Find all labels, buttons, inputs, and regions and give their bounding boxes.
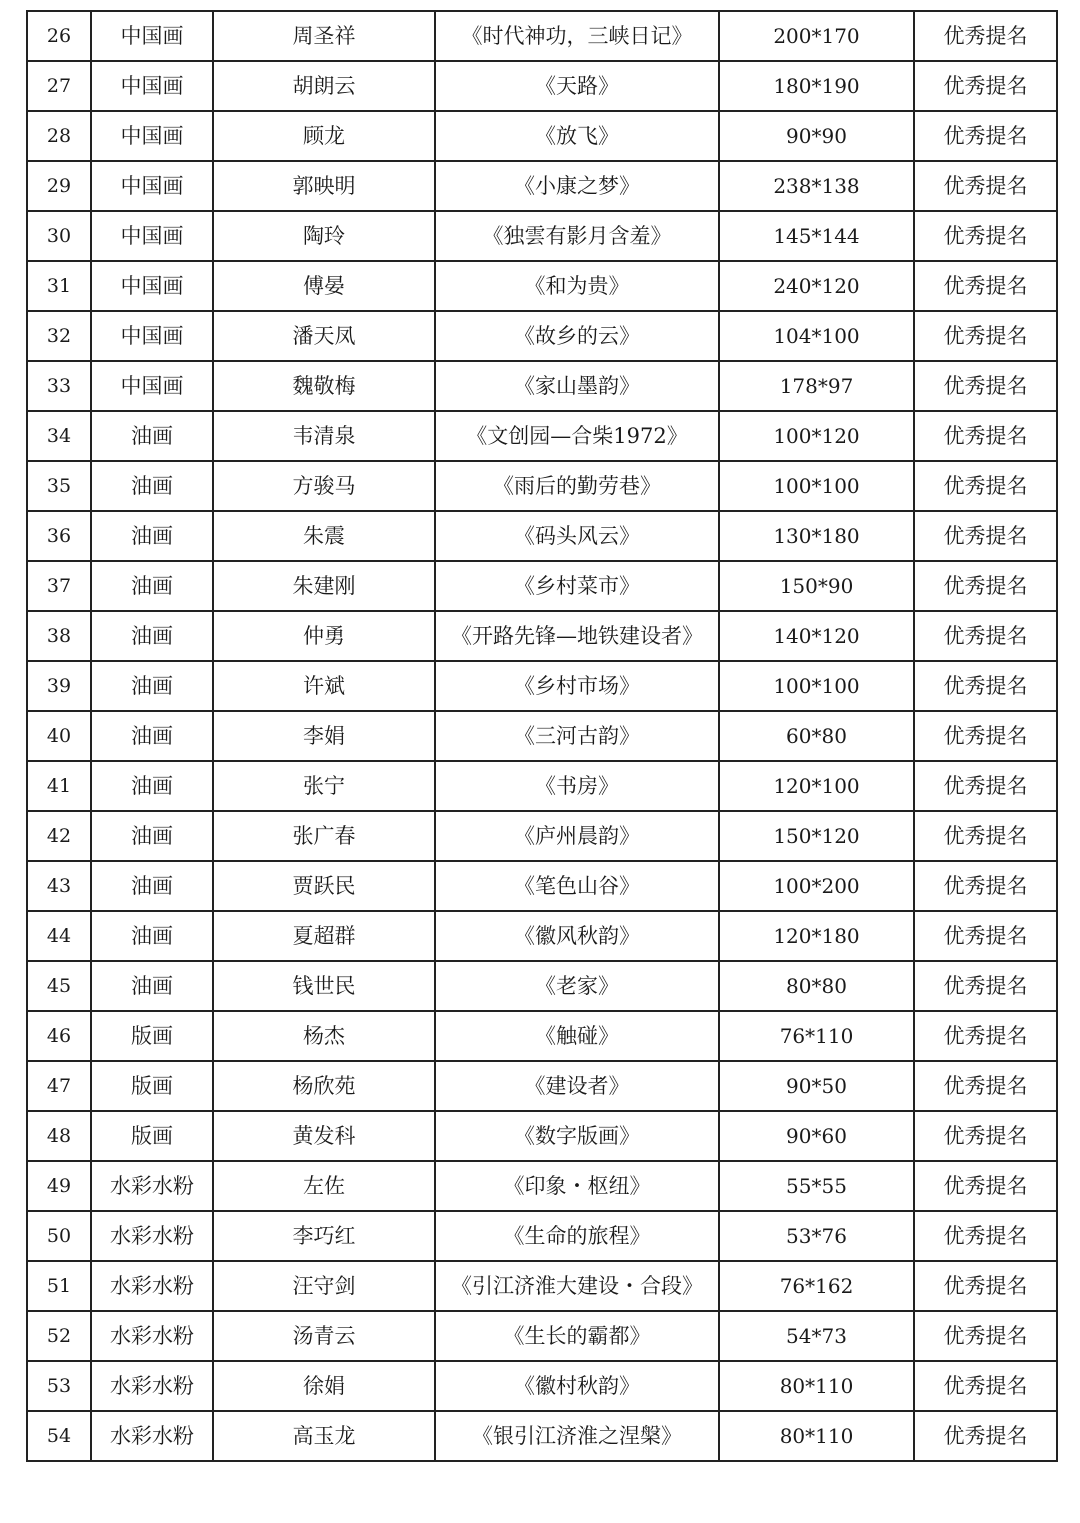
award-cell: 优秀提名 (914, 511, 1057, 561)
table-row (27, 761, 1057, 811)
row-number: 31 (27, 261, 91, 311)
artist-cell: 许斌 (213, 661, 435, 711)
size-cell: 180*190 (719, 61, 914, 111)
artwork-title-cell: 《乡村市场》 (435, 661, 719, 711)
size-cell: 80*110 (719, 1411, 914, 1461)
artwork-title-cell: 《文创园—合柴1972》 (435, 411, 719, 461)
size-cell: 104*100 (719, 311, 914, 361)
category-cell: 中国画 (91, 361, 213, 411)
artist-cell: 傅晏 (213, 261, 435, 311)
table-row (27, 311, 1057, 361)
award-list-page (26, 10, 1056, 1462)
row-number: 35 (27, 461, 91, 511)
award-cell: 优秀提名 (914, 1311, 1057, 1361)
award-table-body (27, 11, 1057, 1461)
size-cell: 200*170 (719, 11, 914, 61)
category-cell: 油画 (91, 461, 213, 511)
size-cell: 100*100 (719, 661, 914, 711)
category-cell: 中国画 (91, 11, 213, 61)
award-cell: 优秀提名 (914, 261, 1057, 311)
size-cell: 240*120 (719, 261, 914, 311)
artist-cell: 郭映明 (213, 161, 435, 211)
row-number: 36 (27, 511, 91, 561)
artwork-title-cell: 《雨后的勤劳巷》 (435, 461, 719, 511)
table-row (27, 961, 1057, 1011)
artwork-title-cell: 《时代神功，三峡日记》 (435, 11, 719, 61)
artwork-title-cell: 《数字版画》 (435, 1111, 719, 1161)
size-cell: 150*90 (719, 561, 914, 611)
artist-cell: 魏敬梅 (213, 361, 435, 411)
award-cell: 优秀提名 (914, 811, 1057, 861)
category-cell: 水彩水粉 (91, 1311, 213, 1361)
artist-cell: 高玉龙 (213, 1411, 435, 1461)
artwork-title-cell: 《老家》 (435, 961, 719, 1011)
size-cell: 120*180 (719, 911, 914, 961)
artist-cell: 朱建刚 (213, 561, 435, 611)
artist-cell: 张广春 (213, 811, 435, 861)
artist-cell: 仲勇 (213, 611, 435, 661)
award-cell: 优秀提名 (914, 361, 1057, 411)
award-cell: 优秀提名 (914, 1061, 1057, 1111)
award-cell: 优秀提名 (914, 1161, 1057, 1211)
artwork-title-cell: 《小康之梦》 (435, 161, 719, 211)
artwork-title-cell: 《故乡的云》 (435, 311, 719, 361)
size-cell: 80*80 (719, 961, 914, 1011)
category-cell: 油画 (91, 511, 213, 561)
size-cell: 76*110 (719, 1011, 914, 1061)
row-number: 48 (27, 1111, 91, 1161)
table-row (27, 161, 1057, 211)
table-row (27, 611, 1057, 661)
table-row (27, 1261, 1057, 1311)
category-cell: 中国画 (91, 311, 213, 361)
artist-cell: 朱震 (213, 511, 435, 561)
table-row (27, 911, 1057, 961)
award-cell: 优秀提名 (914, 1261, 1057, 1311)
category-cell: 油画 (91, 961, 213, 1011)
artwork-title-cell: 《三河古韵》 (435, 711, 719, 761)
award-cell: 优秀提名 (914, 761, 1057, 811)
category-cell: 水彩水粉 (91, 1361, 213, 1411)
size-cell: 100*120 (719, 411, 914, 461)
size-cell: 100*100 (719, 461, 914, 511)
award-cell: 优秀提名 (914, 1211, 1057, 1261)
award-cell: 优秀提名 (914, 61, 1057, 111)
row-number: 52 (27, 1311, 91, 1361)
artwork-title-cell: 《乡村菜市》 (435, 561, 719, 611)
category-cell: 中国画 (91, 61, 213, 111)
size-cell: 145*144 (719, 211, 914, 261)
award-cell: 优秀提名 (914, 311, 1057, 361)
row-number: 47 (27, 1061, 91, 1111)
category-cell: 中国画 (91, 111, 213, 161)
award-cell: 优秀提名 (914, 911, 1057, 961)
table-row (27, 261, 1057, 311)
row-number: 27 (27, 61, 91, 111)
artwork-title-cell: 《开路先锋—地铁建设者》 (435, 611, 719, 661)
size-cell: 130*180 (719, 511, 914, 561)
award-cell: 优秀提名 (914, 961, 1057, 1011)
row-number: 33 (27, 361, 91, 411)
row-number: 51 (27, 1261, 91, 1311)
table-row (27, 11, 1057, 61)
category-cell: 油画 (91, 861, 213, 911)
artwork-title-cell: 《庐州晨韵》 (435, 811, 719, 861)
size-cell: 140*120 (719, 611, 914, 661)
table-row (27, 461, 1057, 511)
row-number: 53 (27, 1361, 91, 1411)
award-cell: 优秀提名 (914, 711, 1057, 761)
artist-cell: 黄发科 (213, 1111, 435, 1161)
artist-cell: 左佐 (213, 1161, 435, 1211)
artwork-title-cell: 《笔色山谷》 (435, 861, 719, 911)
artist-cell: 李娟 (213, 711, 435, 761)
award-cell: 优秀提名 (914, 1361, 1057, 1411)
row-number: 40 (27, 711, 91, 761)
award-cell: 优秀提名 (914, 411, 1057, 461)
award-cell: 优秀提名 (914, 661, 1057, 711)
category-cell: 水彩水粉 (91, 1261, 213, 1311)
award-cell: 优秀提名 (914, 861, 1057, 911)
artwork-title-cell: 《印象・枢纽》 (435, 1161, 719, 1211)
artwork-title-cell: 《建设者》 (435, 1061, 719, 1111)
size-cell: 54*73 (719, 1311, 914, 1361)
table-row (27, 361, 1057, 411)
category-cell: 版画 (91, 1111, 213, 1161)
table-row (27, 1311, 1057, 1361)
row-number: 39 (27, 661, 91, 711)
size-cell: 53*76 (719, 1211, 914, 1261)
category-cell: 油画 (91, 811, 213, 861)
category-cell: 版画 (91, 1011, 213, 1061)
artwork-title-cell: 《码头风云》 (435, 511, 719, 561)
row-number: 42 (27, 811, 91, 861)
artist-cell: 杨欣苑 (213, 1061, 435, 1111)
award-cell: 优秀提名 (914, 161, 1057, 211)
row-number: 28 (27, 111, 91, 161)
artist-cell: 杨杰 (213, 1011, 435, 1061)
row-number: 29 (27, 161, 91, 211)
table-row (27, 1061, 1057, 1111)
artwork-title-cell: 《徽村秋韵》 (435, 1361, 719, 1411)
table-row (27, 561, 1057, 611)
category-cell: 水彩水粉 (91, 1411, 213, 1461)
artist-cell: 汪守剑 (213, 1261, 435, 1311)
artist-cell: 汤青云 (213, 1311, 435, 1361)
category-cell: 油画 (91, 611, 213, 661)
artist-cell: 钱世民 (213, 961, 435, 1011)
award-table (26, 10, 1058, 1462)
artist-cell: 夏超群 (213, 911, 435, 961)
artist-cell: 徐娟 (213, 1361, 435, 1411)
artwork-title-cell: 《引江济淮大建设・合段》 (435, 1261, 719, 1311)
artist-cell: 贾跃民 (213, 861, 435, 911)
artwork-title-cell: 《徽风秋韵》 (435, 911, 719, 961)
row-number: 43 (27, 861, 91, 911)
row-number: 46 (27, 1011, 91, 1061)
artist-cell: 顾龙 (213, 111, 435, 161)
table-row (27, 861, 1057, 911)
size-cell: 150*120 (719, 811, 914, 861)
artwork-title-cell: 《家山墨韵》 (435, 361, 719, 411)
row-number: 45 (27, 961, 91, 1011)
size-cell: 178*97 (719, 361, 914, 411)
artwork-title-cell: 《书房》 (435, 761, 719, 811)
row-number: 38 (27, 611, 91, 661)
size-cell: 90*60 (719, 1111, 914, 1161)
award-cell: 优秀提名 (914, 211, 1057, 261)
row-number: 32 (27, 311, 91, 361)
artwork-title-cell: 《和为贵》 (435, 261, 719, 311)
size-cell: 90*50 (719, 1061, 914, 1111)
category-cell: 版画 (91, 1061, 213, 1111)
row-number: 26 (27, 11, 91, 61)
artist-cell: 张宁 (213, 761, 435, 811)
size-cell: 55*55 (719, 1161, 914, 1211)
category-cell: 中国画 (91, 261, 213, 311)
category-cell: 油画 (91, 411, 213, 461)
award-cell: 优秀提名 (914, 561, 1057, 611)
row-number: 30 (27, 211, 91, 261)
row-number: 50 (27, 1211, 91, 1261)
category-cell: 中国画 (91, 161, 213, 211)
table-row (27, 61, 1057, 111)
award-cell: 优秀提名 (914, 1011, 1057, 1061)
artwork-title-cell: 《独雲有影月含羞》 (435, 211, 719, 261)
table-row (27, 1161, 1057, 1211)
table-row (27, 1211, 1057, 1261)
category-cell: 油画 (91, 761, 213, 811)
size-cell: 90*90 (719, 111, 914, 161)
row-number: 44 (27, 911, 91, 961)
category-cell: 水彩水粉 (91, 1211, 213, 1261)
table-row (27, 1111, 1057, 1161)
category-cell: 油画 (91, 661, 213, 711)
row-number: 34 (27, 411, 91, 461)
table-row (27, 411, 1057, 461)
category-cell: 油画 (91, 561, 213, 611)
size-cell: 80*110 (719, 1361, 914, 1411)
award-cell: 优秀提名 (914, 11, 1057, 61)
size-cell: 238*138 (719, 161, 914, 211)
row-number: 49 (27, 1161, 91, 1211)
table-row (27, 511, 1057, 561)
artist-cell: 周圣祥 (213, 11, 435, 61)
table-row (27, 1361, 1057, 1411)
size-cell: 100*200 (719, 861, 914, 911)
table-row (27, 711, 1057, 761)
row-number: 41 (27, 761, 91, 811)
award-cell: 优秀提名 (914, 1411, 1057, 1461)
category-cell: 油画 (91, 911, 213, 961)
table-row (27, 811, 1057, 861)
row-number: 54 (27, 1411, 91, 1461)
artwork-title-cell: 《生命的旅程》 (435, 1211, 719, 1261)
size-cell: 120*100 (719, 761, 914, 811)
table-row (27, 661, 1057, 711)
artwork-title-cell: 《触碰》 (435, 1011, 719, 1061)
artwork-title-cell: 《生长的霸都》 (435, 1311, 719, 1361)
artist-cell: 方骏马 (213, 461, 435, 511)
table-row (27, 1011, 1057, 1061)
artist-cell: 韦清泉 (213, 411, 435, 461)
artist-cell: 潘天凤 (213, 311, 435, 361)
award-cell: 优秀提名 (914, 111, 1057, 161)
category-cell: 中国画 (91, 211, 213, 261)
artist-cell: 李巧红 (213, 1211, 435, 1261)
category-cell: 水彩水粉 (91, 1161, 213, 1211)
table-row (27, 111, 1057, 161)
artist-cell: 陶玲 (213, 211, 435, 261)
artwork-title-cell: 《银引江济淮之涅槃》 (435, 1411, 719, 1461)
table-row (27, 211, 1057, 261)
artwork-title-cell: 《天路》 (435, 61, 719, 111)
artist-cell: 胡朗云 (213, 61, 435, 111)
size-cell: 76*162 (719, 1261, 914, 1311)
row-number: 37 (27, 561, 91, 611)
category-cell: 油画 (91, 711, 213, 761)
table-row (27, 1411, 1057, 1461)
artwork-title-cell: 《放飞》 (435, 111, 719, 161)
size-cell: 60*80 (719, 711, 914, 761)
award-cell: 优秀提名 (914, 1111, 1057, 1161)
award-cell: 优秀提名 (914, 461, 1057, 511)
award-cell: 优秀提名 (914, 611, 1057, 661)
